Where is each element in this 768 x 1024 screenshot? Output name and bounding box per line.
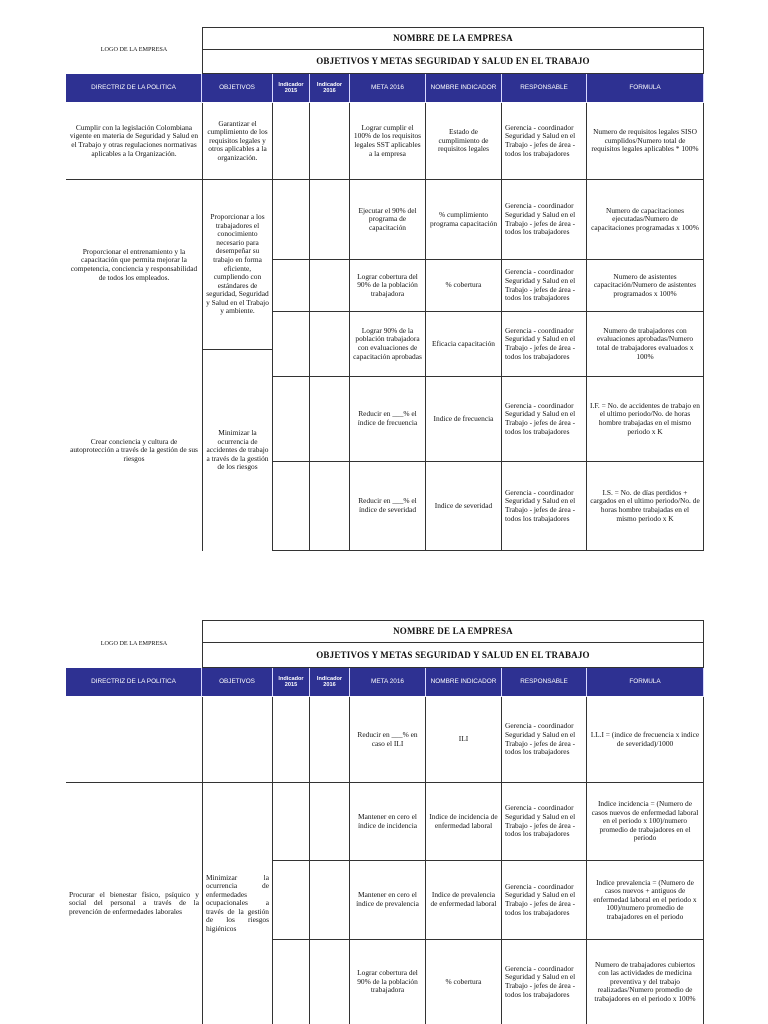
meta-cell: Lograr 90% de la población trabajadora con evaluaciones de capacitación aprobadas bbox=[350, 312, 426, 377]
responsable-cell: Gerencia - coordinador Seguridad y Salud en el Trabajo - jefes de área - todos los trabajadores bbox=[502, 697, 587, 783]
nombre-indicador-cell: % cobertura bbox=[426, 940, 502, 1024]
nombre-indicador-cell: Indice de frecuencia bbox=[426, 377, 502, 462]
responsable-cell: Gerencia - coordinador Seguridad y Salud en el Trabajo - jefes de área - todos los trabajadores bbox=[502, 377, 587, 462]
company-name: NOMBRE DE LA EMPRESA bbox=[202, 27, 704, 50]
formula-cell: Indice incidencia = (Numero de casos nuevos de enfermedad laboral en el periodo x 100)/numero promedio de trabajadores en el periodo bbox=[587, 783, 704, 861]
nombre-indicador-cell: % cobertura bbox=[426, 260, 502, 312]
nombre-indicador-cell: Indice de severidad bbox=[426, 462, 502, 551]
nombre-indicador-cell: Indice de prevalencia de enfermedad laboral bbox=[426, 861, 502, 940]
company-logo-placeholder: LOGO DE LA EMPRESA bbox=[100, 640, 168, 648]
objetivo-cell: Garantizar el cumplimiento de los requisitos legales y otros aplicables a la organización. bbox=[202, 103, 273, 180]
col-header-indicador-2016: Indicador 2016 bbox=[310, 74, 350, 103]
col-header-directriz: DIRECTRIZ DE LA POLITICA bbox=[66, 668, 202, 697]
responsable-cell: Gerencia - coordinador Seguridad y Salud en el Trabajo - jefes de área - todos los trabajadores bbox=[502, 312, 587, 377]
objectives-table-page-2 bbox=[66, 620, 704, 1024]
nombre-indicador-cell: Estado de cumplimiento de requisitos legales bbox=[426, 103, 502, 180]
formula-cell: I.L.I = (indice de frecuencia x indice de severidad)/1000 bbox=[587, 697, 704, 783]
nombre-indicador-cell: % cumplimiento programa capacitación bbox=[426, 180, 502, 260]
formula-cell: I.S. = No. de días perdidos + cargados en el ultimo periodo/No. de horas hombre trabajadas en el mismo periodo x K bbox=[587, 462, 704, 551]
directriz-cell: Proporcionar el entrenamiento y la capacitación que permita mejorar la competencia, conciencia y responsabilidad de todos los empleados. bbox=[70, 246, 198, 282]
indicador-2015-cell bbox=[273, 462, 310, 551]
directriz-cell: Procurar el bienestar físico, psíquico y social del personal a través de la prevención de enfermedades laborales bbox=[69, 889, 199, 916]
document-subtitle: OBJETIVOS Y METAS SEGURIDAD Y SALUD EN EL TRABAJO bbox=[202, 50, 704, 74]
indicador-2015-cell bbox=[273, 783, 310, 861]
col-header-responsable: RESPONSABLE bbox=[502, 668, 587, 697]
responsable-cell: Gerencia - coordinador Seguridad y Salud en el Trabajo - jefes de área - todos los trabajadores bbox=[502, 940, 587, 1024]
meta-cell: Reducir en ___% en caso el ILI bbox=[350, 697, 426, 783]
responsable-cell: Gerencia - coordinador Seguridad y Salud en el Trabajo - jefes de área - todos los trabajadores bbox=[502, 462, 587, 551]
col-header-indicador-2015: Indicador 2015 bbox=[273, 74, 310, 103]
indicador-2016-cell bbox=[310, 462, 350, 551]
formula-cell: Numero de trabajadores con evaluaciones aprobadas/Numero total de trabajadores evaluados x 100% bbox=[587, 312, 704, 377]
formula-cell: Indice prevalencia = (Numero de casos nuevos + antiguos de enfermedad laboral en el periodo x 100)/numero promedio de trabajadores en el periodo bbox=[587, 861, 704, 940]
indicador-2015-cell bbox=[273, 260, 310, 312]
formula-cell: Numero de capacitaciones ejecutadas/Numero de capacitaciones programadas x 100% bbox=[587, 180, 704, 260]
col-header-responsable: RESPONSABLE bbox=[502, 74, 587, 103]
meta-cell: Mantener en cero el índice de prevalencia bbox=[350, 861, 426, 940]
meta-cell: Lograr cobertura del 90% de la población trabajadora bbox=[350, 260, 426, 312]
directriz-cell: Crear conciencia y cultura de autoprotección a través de la gestión de sus riesgos bbox=[70, 436, 198, 463]
indicador-2015-cell bbox=[273, 180, 310, 260]
col-header-directriz: DIRECTRIZ DE LA POLITICA bbox=[66, 74, 202, 103]
indicador-2016-cell bbox=[310, 940, 350, 1024]
indicador-2015-cell bbox=[273, 377, 310, 462]
col-header-meta-2016: META 2016 bbox=[350, 668, 426, 697]
objectives-table-page-1 bbox=[66, 27, 704, 551]
formula-cell: Numero de trabajadores cubiertos con las actividades de medicina preventiva y del trabajo realizadas/Numero promedio de trabajadores en el periodo x 100% bbox=[587, 940, 704, 1024]
col-header-objetivos: OBJETIVOS bbox=[202, 668, 273, 697]
col-header-indicador-2015: Indicador 2015 bbox=[273, 668, 310, 697]
responsable-cell: Gerencia - coordinador Seguridad y Salud en el Trabajo - jefes de área - todos los trabajadores bbox=[502, 103, 587, 180]
nombre-indicador-cell: Eficacia capacitación bbox=[426, 312, 502, 377]
indicador-2016-cell bbox=[310, 697, 350, 783]
col-header-formula: FORMULA bbox=[587, 74, 704, 103]
objetivo-cell: Proporcionar a los trabajadores el conocimiento necesario para desempeñar su trabajo en forma eficiente, cumpliendo con estándares de seguridad, Seguridad y Salud en el Trabajo y ambiente. bbox=[202, 180, 273, 350]
indicador-2015-cell bbox=[273, 940, 310, 1024]
indicador-2016-cell bbox=[310, 180, 350, 260]
responsable-cell: Gerencia - coordinador Seguridad y Salud en el Trabajo - jefes de área - todos los trabajadores bbox=[502, 180, 587, 260]
document-subtitle: OBJETIVOS Y METAS SEGURIDAD Y SALUD EN EL TRABAJO bbox=[202, 643, 704, 668]
col-header-nombre-indicador: NOMBRE INDICADOR bbox=[426, 668, 502, 697]
objetivo-cell: Minimizar la ocurrencia de accidentes de trabajo a través de la gestión de los riesgos bbox=[202, 350, 273, 551]
indicador-2015-cell bbox=[273, 861, 310, 940]
indicador-2016-cell bbox=[310, 861, 350, 940]
directriz-cell: Cumplir con la legislación Colombiana vigente en materia de Seguridad y Salud en el Trabajo y otras regulaciones normativas aplicables a la Organización. bbox=[66, 103, 202, 180]
responsable-cell: Gerencia - coordinador Seguridad y Salud en el Trabajo - jefes de área - todos los trabajadores bbox=[502, 260, 587, 312]
nombre-indicador-cell: ILI bbox=[426, 697, 502, 783]
indicador-2015-cell bbox=[273, 103, 310, 180]
indicador-2016-cell bbox=[310, 312, 350, 377]
meta-cell: Mantener en cero el índice de incidencia bbox=[350, 783, 426, 861]
meta-cell: Reducir en ___% el índice de severidad bbox=[350, 462, 426, 551]
indicador-2016-cell bbox=[310, 377, 350, 462]
objetivo-cell: Minimizar la ocurrencia de enfermedades ocupacionales a través de la gestión de los riesgos higiénicos bbox=[202, 783, 273, 1024]
col-header-meta-2016: META 2016 bbox=[350, 74, 426, 103]
directriz-cell bbox=[66, 697, 202, 783]
nombre-indicador-cell: Indice de incidencia de enfermedad laboral bbox=[426, 783, 502, 861]
objetivo-cell bbox=[202, 697, 273, 783]
formula-cell: Numero de requisitos legales SISO cumplidos/Numero total de requisitos legales aplicables * 100% bbox=[587, 103, 704, 180]
meta-cell: Lograr cobertura del 90% de la población trabajadora bbox=[350, 940, 426, 1024]
company-logo-placeholder: LOGO DE LA EMPRESA bbox=[100, 46, 168, 54]
indicador-2016-cell bbox=[310, 260, 350, 312]
col-header-objetivos: OBJETIVOS bbox=[202, 74, 273, 103]
responsable-cell: Gerencia - coordinador Seguridad y Salud en el Trabajo - jefes de área - todos los trabajadores bbox=[502, 861, 587, 940]
indicador-2016-cell bbox=[310, 103, 350, 180]
indicador-2016-cell bbox=[310, 783, 350, 861]
meta-cell: Lograr cumplir el 100% de los requisitos legales SST aplicables a la empresa bbox=[350, 103, 426, 180]
col-header-nombre-indicador: NOMBRE INDICADOR bbox=[426, 74, 502, 103]
indicador-2015-cell bbox=[273, 697, 310, 783]
col-header-indicador-2016: Indicador 2016 bbox=[310, 668, 350, 697]
formula-cell: Numero de asistentes capacitación/Numero de asistentes programados x 100% bbox=[587, 260, 704, 312]
company-name: NOMBRE DE LA EMPRESA bbox=[202, 620, 704, 643]
meta-cell: Reducir en ___% el índice de frecuencia bbox=[350, 377, 426, 462]
meta-cell: Ejecutar el 90% del programa de capacitación bbox=[350, 180, 426, 260]
responsable-cell: Gerencia - coordinador Seguridad y Salud en el Trabajo - jefes de área - todos los trabajadores bbox=[502, 783, 587, 861]
col-header-formula: FORMULA bbox=[587, 668, 704, 697]
formula-cell: I.F. = No. de accidentes de trabajo en el ultimo periodo/No. de horas hombre trabajadas en el mismo periodo x K bbox=[587, 377, 704, 462]
indicador-2015-cell bbox=[273, 312, 310, 377]
